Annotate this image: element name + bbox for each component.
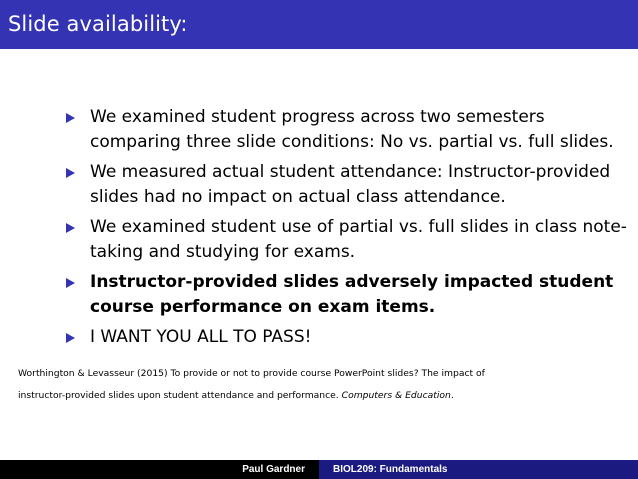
triangle-bullet-icon [66, 278, 75, 288]
footer-author: Paul Gardner [0, 460, 319, 479]
triangle-bullet-icon [66, 333, 75, 343]
bullet-text: I WANT YOU ALL TO PASS! [90, 327, 312, 347]
bullet-item [0, 160, 638, 210]
citation-line-2: instructor-provided slides upon student attendance and performance. Computers & Education. [18, 390, 454, 401]
bullet-item [0, 215, 638, 265]
bullet-list [0, 105, 638, 355]
triangle-bullet-icon [66, 223, 75, 233]
citation-journal: Computers & Education [341, 390, 451, 401]
citation [18, 363, 628, 407]
footer-course: BIOL209: Fundamentals [319, 460, 638, 479]
slide-title: Slide availability: [8, 12, 188, 36]
bullet-text: We examined student use of partial vs. full slides in class note-taking and studying for exams. [90, 217, 627, 262]
bullet-text: Instructor-provided slides adversely impacted student course performance on exam items. [90, 272, 614, 317]
bullet-item-emphasis [0, 270, 638, 320]
bullet-text: We measured actual student attendance: Instructor-provided slides had no impact on actual class attendance. [90, 162, 611, 207]
slide-footer [0, 460, 638, 479]
triangle-bullet-icon [66, 168, 75, 178]
bullet-item [0, 105, 638, 155]
citation-line-2-text: instructor-provided slides upon student attendance and performance. [18, 390, 339, 401]
bullet-item [0, 325, 638, 350]
citation-line-1: Worthington & Levasseur (2015) To provide or not to provide course PowerPoint slides? The impact of [18, 368, 485, 379]
slide-title-bar [0, 0, 638, 49]
bullet-text: We examined student progress across two semesters comparing three slide conditions: No vs. partial vs. full slides. [90, 107, 614, 152]
triangle-bullet-icon [66, 113, 75, 123]
